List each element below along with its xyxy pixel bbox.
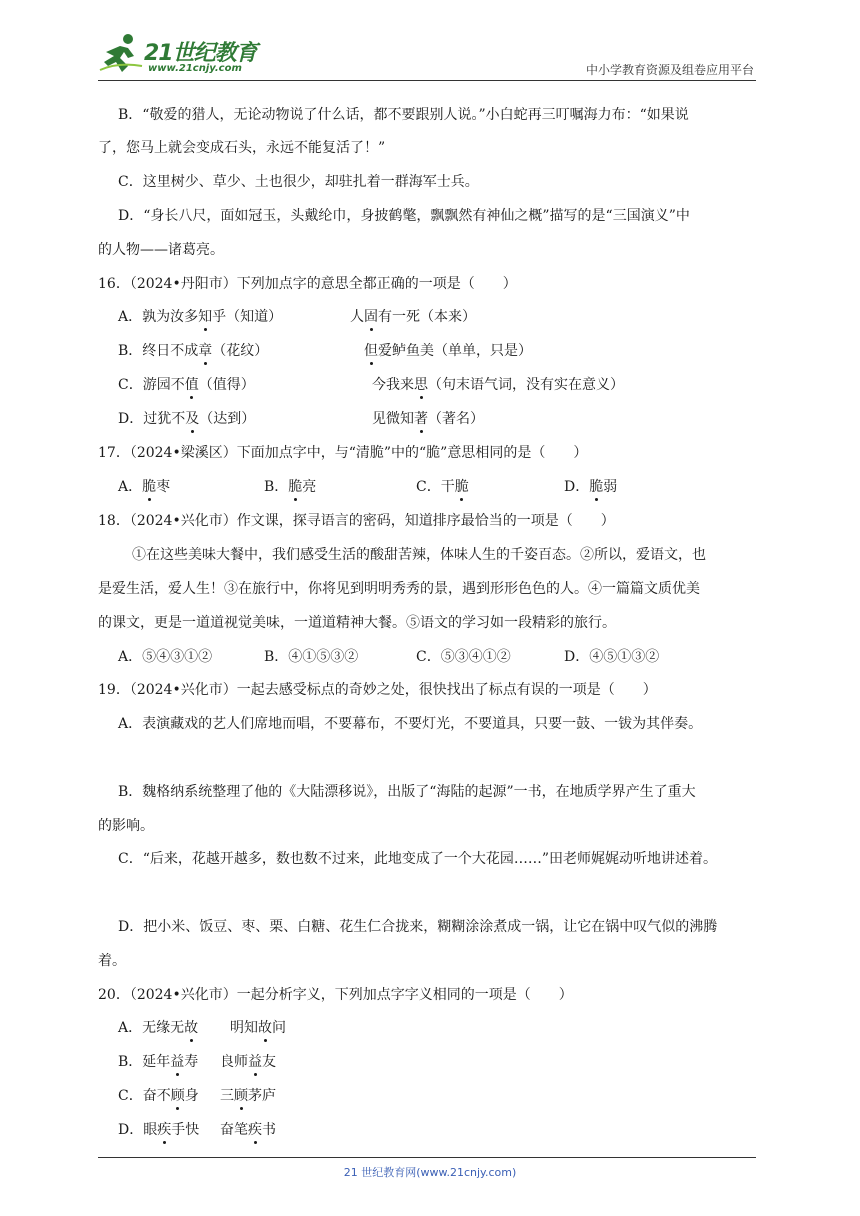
q16-option-c-part2: 今我来思（句末语气词，没有实在意义） bbox=[372, 377, 624, 393]
q19-option-d-line1: D．把小米、饭豆、枣、栗、白糖、花生仁合拢来，糊糊涂涂煮成一锅，让它在锅中叹气似的沸腾 bbox=[118, 919, 718, 935]
q20-stem: 20．（2024•兴化市）一起分析字义，下列加点字字义相同的一项是（ ） bbox=[98, 987, 573, 1003]
q17-option-b: B．脆亮 bbox=[264, 479, 317, 495]
q17-option-c: C．干脆 bbox=[416, 479, 469, 495]
q15-option-c: C．这里树少、草少、土也很少，却驻扎着一群海军士兵。 bbox=[118, 174, 479, 190]
q17-option-d: D．脆弱 bbox=[564, 479, 618, 495]
page-footer[interactable]: 21 世纪教育网(www.21cnjy.com) bbox=[343, 1166, 517, 1179]
dotted-char: 顾 bbox=[170, 1088, 185, 1104]
q17-option-a: A．脆枣 bbox=[118, 479, 171, 495]
q20-option-c-part2: 三顾茅庐 bbox=[220, 1088, 276, 1104]
q15-option-d-line2: 的人物——诸葛亮。 bbox=[98, 242, 224, 258]
dotted-char: 但 bbox=[364, 343, 378, 359]
dotted-char: 顾 bbox=[234, 1088, 248, 1104]
dotted-char: 故 bbox=[258, 1020, 272, 1036]
q18-passage-line3: 的课文，更是一道道视觉美味，一道道精神大餐。⑤语文的学习如一段精彩的旅行。 bbox=[98, 615, 616, 631]
footer-divider bbox=[98, 1157, 756, 1158]
q18-option-a: A．⑤④③①② bbox=[118, 649, 213, 665]
dotted-char: 脆 bbox=[589, 479, 604, 495]
q20-option-a-part1: A．无缘无故 bbox=[118, 1020, 199, 1036]
q19-stem: 19．（2024•兴化市）一起去感受标点的奇妙之处，很快找出了标点有误的一项是（ ） bbox=[98, 682, 657, 698]
q19-option-c: C．“后来，花越开越多，数也数不过来，此地变成了一个大花园……”田老师娓娓动听地讲述着。 bbox=[118, 851, 718, 867]
q15-option-b-line2: 了，您马上就会变成石头，永远不能复活了！” bbox=[98, 140, 386, 156]
q20-option-d-part2: 奋笔疾书 bbox=[220, 1122, 276, 1138]
logo bbox=[98, 32, 268, 74]
q16-stem: 16．（2024•丹阳市）下列加点字的意思全都正确的一项是（ ） bbox=[98, 276, 517, 292]
q17-stem: 17．（2024•梁溪区）下面加点字中，与“清脆”中的“脆”意思相同的是（ ） bbox=[98, 445, 588, 461]
dotted-char: 固 bbox=[364, 309, 378, 325]
dotted-char: 故 bbox=[184, 1020, 199, 1036]
logo-url: www.21cnjy.com bbox=[148, 63, 242, 74]
q16-option-b-part2: 但爱鲈鱼美（单单，只是） bbox=[364, 343, 532, 359]
q16-option-a-part1: A．孰为汝多知乎（知道） bbox=[118, 309, 283, 325]
q15-option-d-line1: D．“身长八尺，面如冠玉，头戴纶巾，身披鹤氅，飘飘然有神仙之概”描写的是“三国演义”中 bbox=[118, 208, 690, 224]
dotted-char: 著 bbox=[414, 411, 428, 427]
dotted-char: 益 bbox=[248, 1054, 262, 1070]
q15-option-b-line1: B．“敬爱的猎人，无论动物说了什么话，都不要跟别人说。”小白蛇再三叮嘱海力布：“如果说 bbox=[118, 107, 689, 123]
dotted-char: 益 bbox=[170, 1054, 185, 1070]
q18-stem: 18．（2024•兴化市）作文课，探寻语言的密码，知道排序最恰当的一项是（ ） bbox=[98, 513, 615, 529]
q20-option-c-part1: C．奋不顾身 bbox=[118, 1088, 199, 1104]
dotted-char: 脆 bbox=[288, 479, 303, 495]
q16-option-d-part2: 见微知著（著名） bbox=[372, 411, 484, 427]
dotted-char: 值 bbox=[184, 377, 199, 393]
runner-logo-icon bbox=[98, 32, 144, 74]
dotted-char: 脆 bbox=[142, 479, 157, 495]
dotted-char: 思 bbox=[414, 377, 428, 393]
q16-option-d-part1: D．过犹不及（达到） bbox=[118, 411, 256, 427]
q20-option-d-part1: D．眼疾手快 bbox=[118, 1122, 200, 1138]
q19-option-b-line1: B．魏格纳系统整理了他的《大陆漂移说》，出版了“海陆的起源”一书，在地质学界产生了重大 bbox=[118, 784, 696, 800]
platform-title: 中小学教育资源及组卷应用平台 bbox=[585, 63, 754, 77]
dotted-char: 及 bbox=[185, 411, 200, 427]
dotted-char: 脆 bbox=[454, 479, 469, 495]
dotted-char: 章 bbox=[198, 343, 213, 359]
q19-option-d-line2: 着。 bbox=[98, 953, 126, 969]
q19-option-a: A．表演藏戏的艺人们席地而唱，不要幕布，不要灯光，不要道具，只要一鼓、一钹为其伴奏。 bbox=[118, 716, 703, 732]
page-header bbox=[98, 30, 756, 81]
q20-option-b-part1: B．延年益寿 bbox=[118, 1054, 199, 1070]
q19-option-b-line2: 的影响。 bbox=[98, 818, 154, 834]
dotted-char: 疾 bbox=[157, 1122, 172, 1138]
q16-option-c-part1: C．游园不值（值得） bbox=[118, 377, 255, 393]
dotted-char: 疾 bbox=[248, 1122, 262, 1138]
logo-text: 21世纪教育 bbox=[144, 41, 257, 66]
q16-option-b-part1: B．终日不成章（花纹） bbox=[118, 343, 269, 359]
q16-option-a-part2: 人固有一死（本来） bbox=[350, 309, 476, 325]
q20-option-a-part2: 明知故问 bbox=[230, 1020, 286, 1036]
q18-option-c: C．⑤③④①② bbox=[416, 649, 511, 665]
dotted-char: 知 bbox=[198, 309, 213, 325]
q20-option-b-part2: 良师益友 bbox=[220, 1054, 276, 1070]
q18-option-d: D．④⑤①③② bbox=[564, 649, 660, 665]
q18-option-b: B．④①⑤③② bbox=[264, 649, 359, 665]
q18-passage-line1: ①在这些美味大餐中，我们感受生活的酸甜苦辣，体味人生的千姿百态。②所以，爱语文，也 bbox=[132, 547, 706, 563]
q18-passage-line2: 是爱生活，爱人生！③在旅行中，你将见到明明秀秀的景，遇到形形色色的人。④一篇篇文质优美 bbox=[98, 581, 700, 597]
